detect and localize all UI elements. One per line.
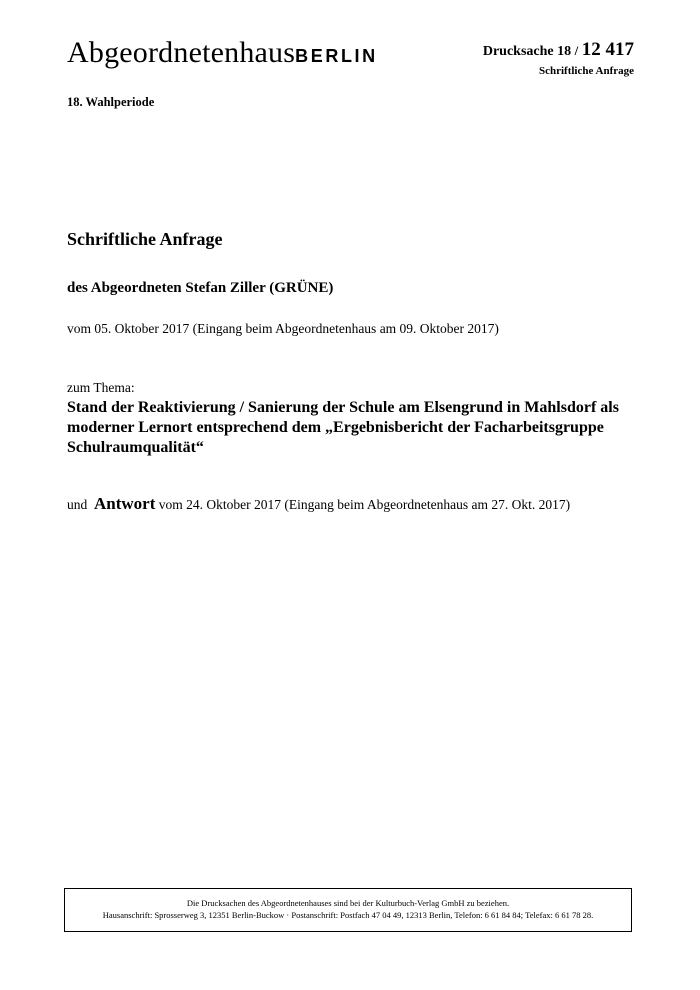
footer-line: Hausanschrift: Sprosserweg 3, 12351 Berlin-Buckow · Postanschrift: Postfach 47 04 49, 12313 Berlin, Telefon: 6 61 84 84; Telefax: 6 61 78 28. xyxy=(102,910,594,920)
footer-box xyxy=(64,888,632,932)
document-number xyxy=(483,40,634,62)
theme-label: zum Thema: xyxy=(67,380,135,395)
author-line: des Abgeordneten Stefan Ziller (GRÜNE) xyxy=(67,280,334,296)
document-prefix: Drucksache 18 xyxy=(482,44,572,59)
document-number-value: 12 417 xyxy=(581,39,634,60)
theme-line: Schulraumqualität“ xyxy=(67,439,204,456)
document-type: Schriftliche Anfrage xyxy=(538,65,634,77)
answer-line xyxy=(67,494,570,514)
date-line: vom 05. Oktober 2017 (Eingang beim Abgeordnetenhaus am 09. Oktober 2017) xyxy=(67,321,499,336)
wahlperiode: 18. Wahlperiode xyxy=(67,95,155,109)
answer-rest: vom 24. Oktober 2017 (Eingang beim Abgeordnetenhaus am 27. Okt. 2017) xyxy=(158,497,571,512)
theme-text xyxy=(67,398,657,458)
document-number-block xyxy=(483,40,634,78)
theme-line: moderner Lernort entsprechend dem „Ergebnisbericht der Facharbeitsgruppe xyxy=(67,419,604,436)
answer-prefix: und xyxy=(67,497,88,512)
answer-word: Antwort xyxy=(94,494,156,513)
document-separator: / xyxy=(574,43,579,58)
footer-line: Die Drucksachen des Abgeordnetenhauses sind bei der Kulturbuch-Verlag GmbH zu beziehen. xyxy=(186,898,510,908)
logo-main-text: Abgeordnetenhaus xyxy=(67,36,296,69)
page-title: Schriftliche Anfrage xyxy=(67,229,223,249)
logo xyxy=(67,36,378,73)
logo-city-text: BERLIN xyxy=(295,46,378,66)
theme-line: Stand der Reaktivierung / Sanierung der Schule am Elsengrund in Mahlsdorf als xyxy=(67,399,619,416)
